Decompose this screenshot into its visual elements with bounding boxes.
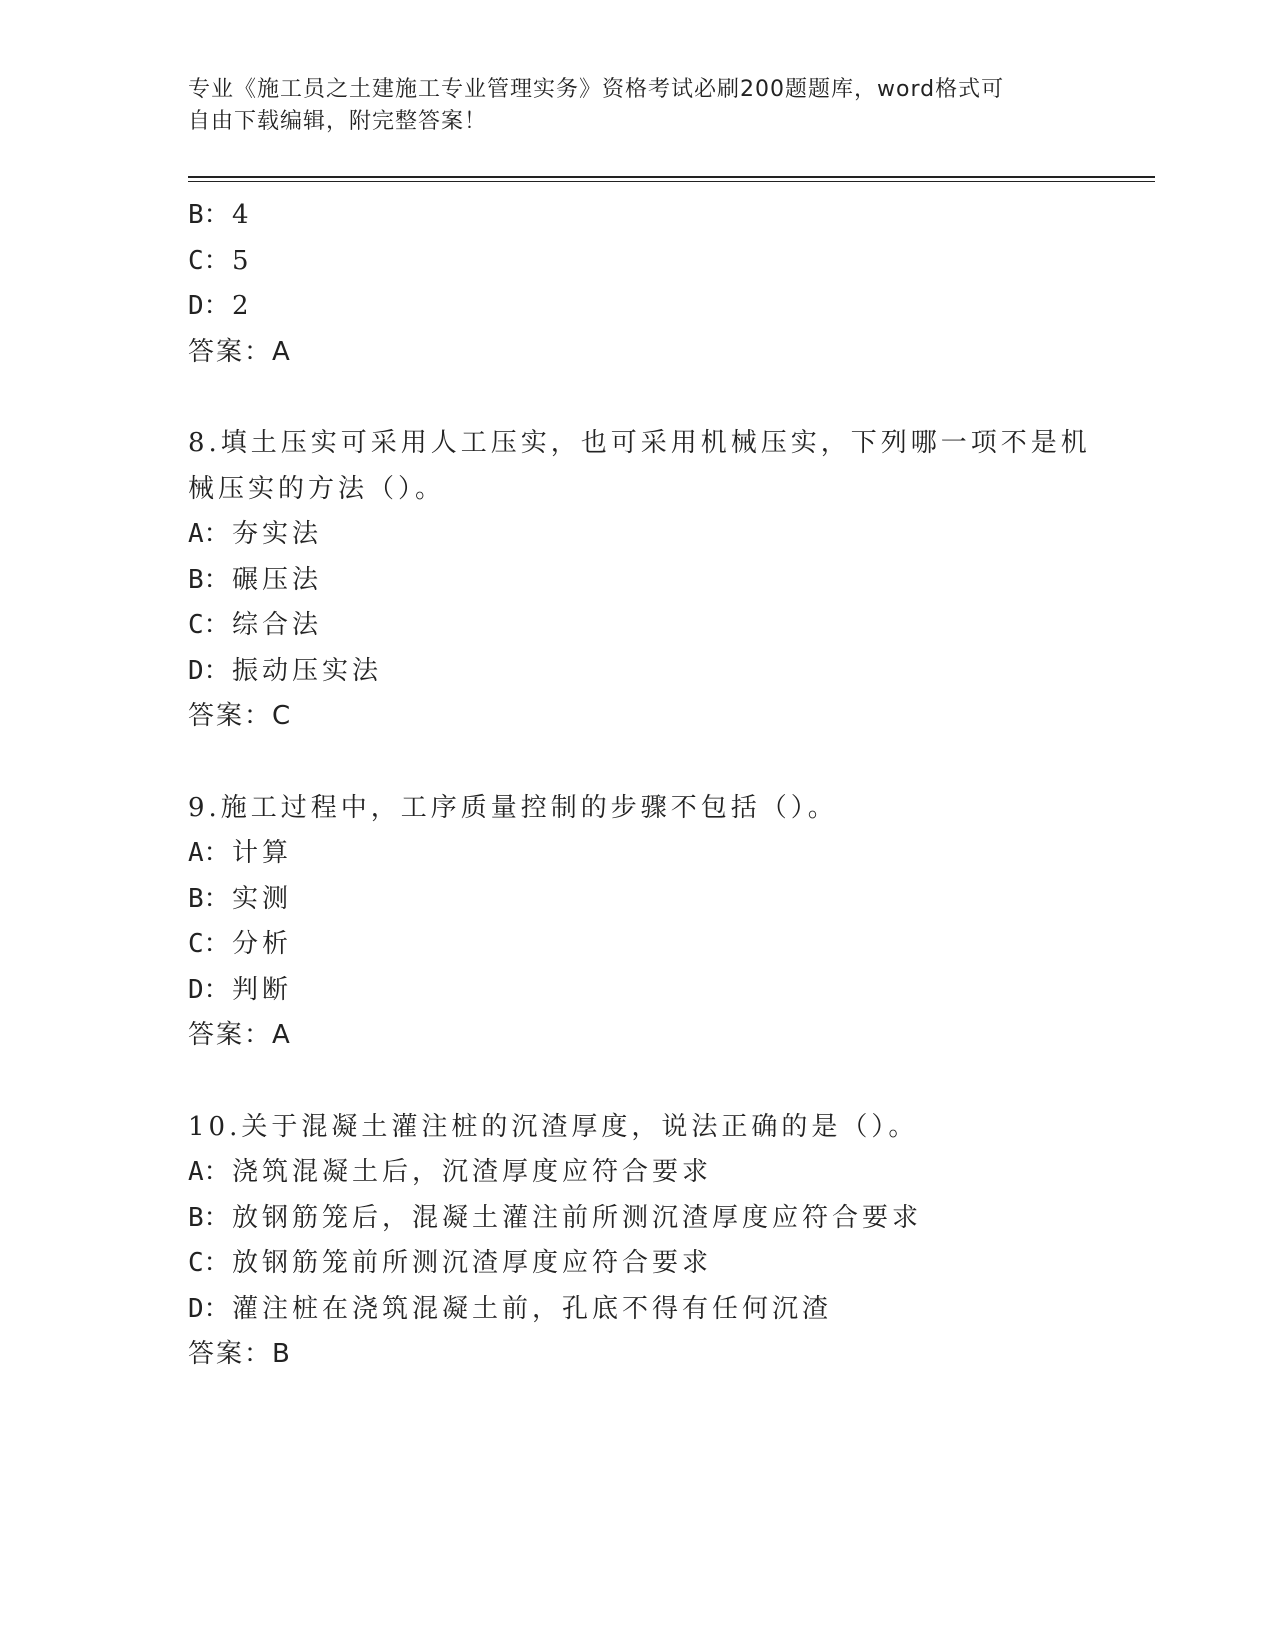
question-block-prev bbox=[188, 193, 1088, 375]
option-letter: B： bbox=[188, 1202, 230, 1233]
option-letter: C： bbox=[188, 245, 230, 276]
header-line-2: 自由下载编辑，附完整答案！ bbox=[188, 109, 488, 134]
option-b bbox=[188, 1196, 1088, 1242]
option-b bbox=[188, 877, 1088, 923]
answer-line: 答案：A bbox=[188, 336, 292, 367]
question-list bbox=[188, 193, 1091, 1378]
option-a bbox=[188, 512, 1088, 558]
option-text: 判断 bbox=[232, 974, 293, 1005]
option-text: 4 bbox=[232, 200, 253, 230]
option-letter: C： bbox=[188, 1248, 230, 1278]
option-letter: A： bbox=[188, 519, 230, 549]
option-c bbox=[188, 1241, 1088, 1287]
option-text: 浇筑混凝土后，沉渣厚度应符合要求 bbox=[232, 1157, 713, 1187]
option-a bbox=[188, 831, 1088, 877]
option-text: 碾压法 bbox=[232, 564, 323, 595]
option-letter: D： bbox=[188, 655, 230, 686]
option-d bbox=[188, 284, 1088, 330]
option-text: 2 bbox=[232, 291, 253, 321]
question-block-8 bbox=[188, 421, 1091, 740]
page-header bbox=[188, 74, 1088, 138]
option-text: 综合法 bbox=[232, 610, 323, 640]
option-b bbox=[188, 193, 1088, 239]
option-a bbox=[188, 1150, 1088, 1196]
spacer bbox=[188, 740, 1088, 786]
option-d bbox=[188, 1287, 1088, 1333]
option-d bbox=[188, 968, 1088, 1014]
option-text: 放钢筋笼前所测沉渣厚度应符合要求 bbox=[232, 1248, 713, 1278]
option-text: 实测 bbox=[232, 883, 293, 914]
option-text: 分析 bbox=[232, 929, 293, 959]
question-stem: 9.施工过程中，工序质量控制的步骤不包括（）。 bbox=[188, 792, 838, 823]
option-d bbox=[188, 649, 1088, 695]
spacer bbox=[188, 375, 1088, 421]
option-b bbox=[188, 558, 1088, 604]
option-c bbox=[188, 922, 1088, 968]
option-letter: D： bbox=[188, 1293, 230, 1324]
header-rule-thin bbox=[188, 181, 1155, 182]
question-stem: 10.关于混凝土灌注桩的沉渣厚度，说法正确的是（）。 bbox=[188, 1111, 919, 1142]
option-letter: D： bbox=[188, 974, 230, 1005]
option-letter: C： bbox=[188, 610, 230, 640]
spacer bbox=[188, 1059, 1088, 1105]
option-text: 振动压实法 bbox=[232, 655, 383, 686]
option-letter: D： bbox=[188, 291, 230, 321]
question-stem: 8.填土压实可采用人工压实，也可采用机械压实，下列哪一项不是机 bbox=[188, 428, 1091, 458]
option-text: 灌注桩在浇筑混凝土前，孔底不得有任何沉渣 bbox=[232, 1293, 833, 1324]
option-c bbox=[188, 239, 1088, 285]
question-block-10 bbox=[188, 1105, 1088, 1378]
question-block-9 bbox=[188, 786, 1088, 1059]
option-letter: C： bbox=[188, 929, 230, 959]
option-text: 计算 bbox=[232, 838, 293, 868]
option-letter: B： bbox=[188, 200, 230, 230]
option-text: 5 bbox=[232, 245, 253, 276]
option-letter: B： bbox=[188, 883, 230, 914]
header-rule-thick bbox=[188, 176, 1155, 178]
option-letter: B： bbox=[188, 564, 230, 595]
header-line-1: 专业《施工员之土建施工专业管理实务》资格考试必刷200题题库，word格式可 bbox=[188, 77, 1005, 102]
answer-line: 答案：B bbox=[188, 1339, 292, 1369]
answer-line: 答案：C bbox=[188, 701, 293, 731]
option-letter: A： bbox=[188, 838, 230, 868]
answer-line: 答案：A bbox=[188, 1020, 292, 1050]
option-text: 放钢筋笼后，混凝土灌注前所测沉渣厚度应符合要求 bbox=[232, 1202, 923, 1233]
option-c bbox=[188, 603, 1088, 649]
option-text: 夯实法 bbox=[232, 519, 323, 549]
question-stem-continued: 械压实的方法（）。 bbox=[188, 473, 446, 504]
option-letter: A： bbox=[188, 1157, 230, 1187]
